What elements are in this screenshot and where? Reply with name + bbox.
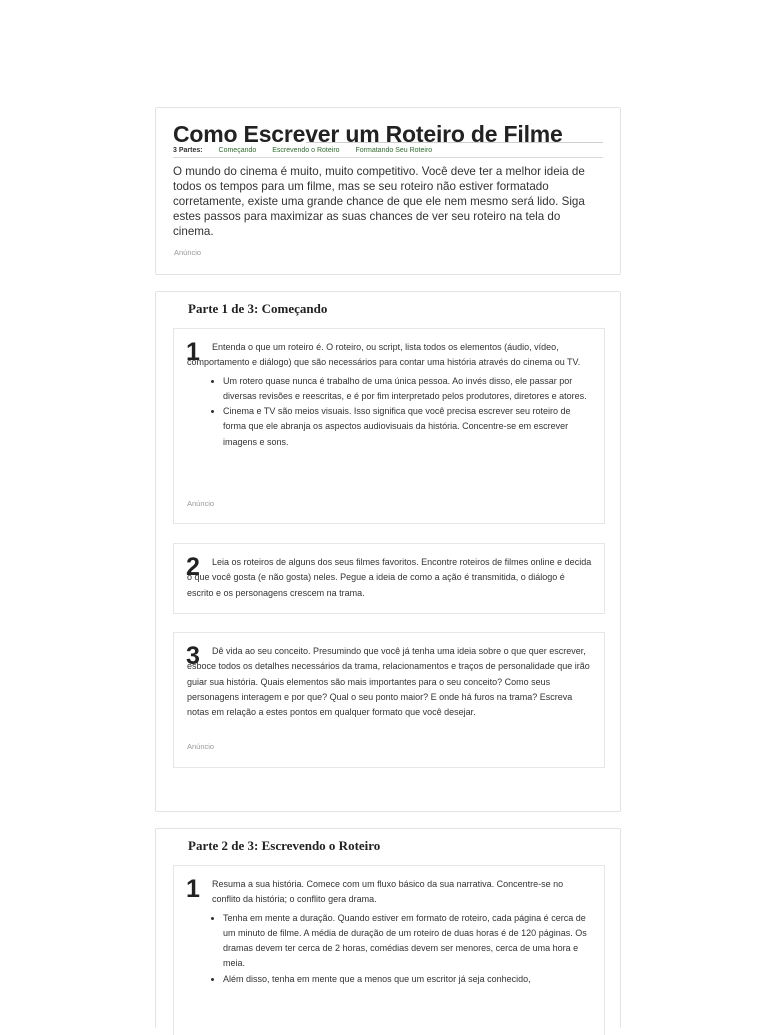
part-2-heading: Parte 2 de 3: Escrevendo o Roteiro: [188, 838, 381, 853]
step-bullet: • Cinema e TV são meios visuais. Isso significa que você precisa escrever seu roteiro de forma que ele abranja os aspectos audiovisuais da história. Concentre-se em escrever imagens e sons.: [223, 404, 590, 450]
ad-label: Anúncio: [187, 499, 215, 508]
step-number: 1: [186, 875, 200, 903]
step-bullet: • Um rotero quase nunca é trabalho de uma única pessoa. Ao invés disso, ele passar por diversas revisões e reescritas, e é por fim interpretado pelos produtores, diretores e atores.: [223, 374, 590, 405]
step-text: Dê vida ao seu conceito. Presumindo que você já tenha uma ideia sobre o que quer escrever, esboce todos os detalhes necessários da trama, relacionamentos e traços de personalidade que irão guiar sua história. Quais elementos são mais importantes para o seu conceito? Como seus personagens interagem e por que? Qual o seu ponto maior? E onde há furos na trama? Escreva notas em relação a estes pontos em qualquer formato que você desejar.: [187, 646, 590, 718]
nav-divider: [173, 157, 603, 158]
part-1-section: [155, 291, 621, 812]
step-bullet: • Tenha em mente a duração. Quando estiver em formato de roteiro, cada página é cerca de um minuto de filme. A média de duração de um roteiro de duas horas é de 120 páginas. Os dramas devem ter cerca de 2 horas, comédias devem ser menores, cerca de uma hora e meia.: [223, 911, 590, 972]
ad-label: Anúncio: [187, 742, 215, 751]
step-bullet: • Além disso, tenha em mente que a menos que um escritor já seja conhecido,: [223, 972, 590, 987]
step-card: [173, 543, 605, 614]
step-card: [173, 865, 605, 1035]
step-number: 2: [186, 553, 200, 581]
step-text: Entenda o que um roteiro é. O roteiro, ou script, lista todos os elementos (áudio, vídeo, comportamento e diálogo) que são necessários para contar uma história através do cinema ou TV.: [187, 342, 581, 368]
intro-paragraph: O mundo do cinema é muito, muito competitivo. Você deve ter a melhor ideia de todos os tempos para um filme, mas se seu roteiro não estiver formatado corretamente, existe uma grande chance de que ele nem mesmo será lido. Siga estes passos para maximizar as suas chances de ver seu roteiro na tela do cinema.: [173, 165, 585, 238]
parts-navigation: [173, 147, 446, 154]
part-1-heading: Parte 1 de 3: Começando: [188, 301, 328, 316]
step-text: Leia os roteiros de alguns dos seus filmes favoritos. Encontre roteiros de filmes online e decida o que você gosta (e não gosta) neles. Pegue a ideia de como a ação é transmitida, o diálogo é escrito e os personagens crescem na trama.: [187, 557, 592, 598]
step-number: 1: [186, 338, 200, 366]
step-number: 3: [186, 642, 200, 670]
part-link-escrevendo[interactable]: Escrevendo o Roteiro: [272, 147, 340, 154]
intro-card: [155, 107, 621, 275]
step-text: Resuma a sua história. Comece com um fluxo básico da sua narrativa. Concentre-se no conflito da história; o conflito gera drama.: [212, 879, 564, 905]
article-title: Como Escrever um Roteiro de Filme: [173, 121, 563, 147]
part-link-comecando[interactable]: Começando: [218, 147, 257, 154]
ad-label: Anúncio: [174, 248, 202, 257]
part-2-section: [155, 828, 621, 1028]
step-card: [173, 328, 605, 524]
title-divider: [306, 142, 603, 143]
step-bullet-list: [174, 911, 604, 987]
parts-count-label: 3 Partes:: [173, 147, 203, 154]
step-card: [173, 632, 605, 768]
step-bullet-list: [174, 374, 604, 450]
part-link-formatando[interactable]: Formatando Seu Roteiro: [355, 147, 433, 154]
